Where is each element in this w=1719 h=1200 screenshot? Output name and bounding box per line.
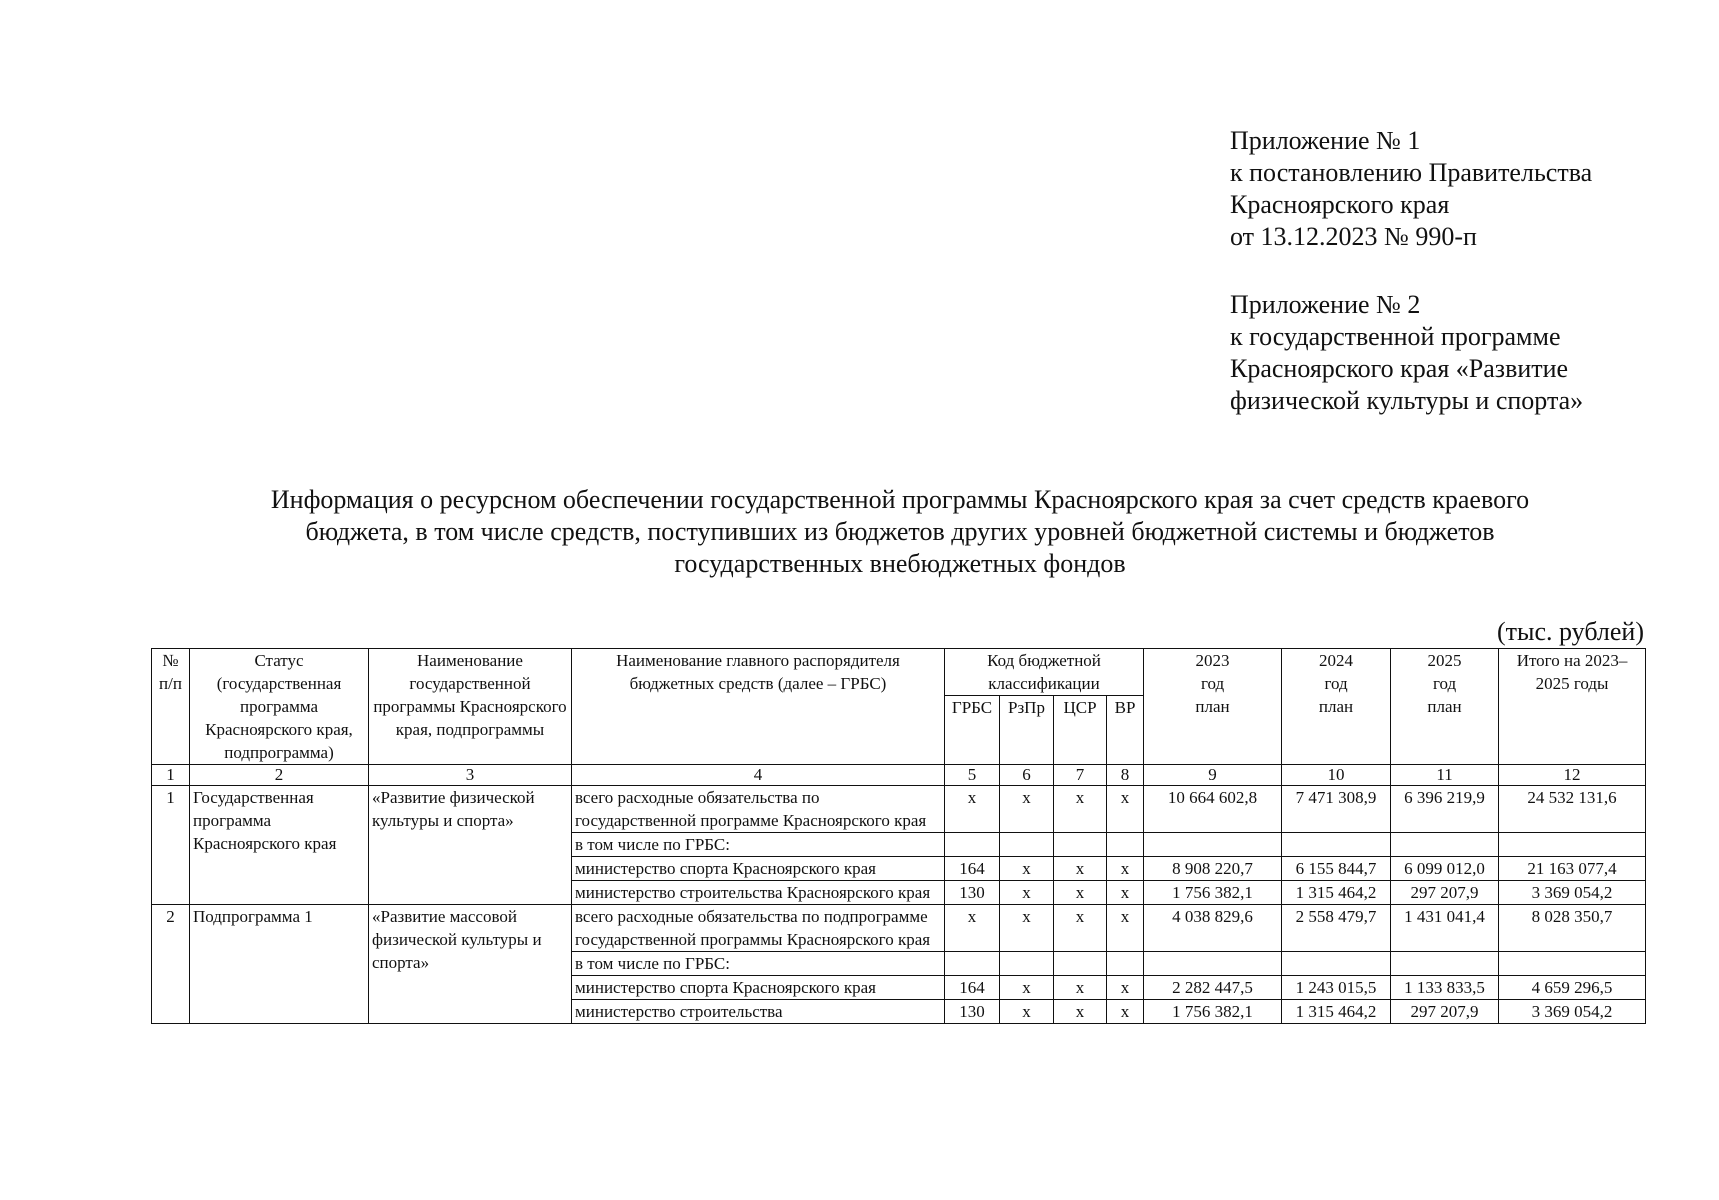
appendix-2-line: физической культуры и спорта» [1230,386,1584,415]
header-status: Статус (государственная программа Красноярского края, подпрограмма) [190,649,369,765]
row-csr [1054,952,1107,976]
row-grbs-name: в том числе по ГРБС: [572,833,945,857]
row-rzpr [1000,833,1054,857]
row-csr: х [1054,905,1107,952]
row-grbs-name: в том числе по ГРБС: [572,952,945,976]
table-row [152,905,1646,952]
title-line: Информация о ресурсном обеспечении государственной программы Красноярского края за счет средств краевого [270,485,1530,514]
row-vr: х [1107,905,1144,952]
header-2024-god: год [1324,674,1348,693]
column-number: 6 [1000,765,1054,786]
row-2024 [1282,833,1391,857]
row-grbs: 130 [945,881,1000,905]
row-2024: 7 471 308,9 [1282,786,1391,833]
column-number: 8 [1107,765,1144,786]
row-grbs: 164 [945,976,1000,1000]
row-num: 2 [152,905,190,1024]
row-total: 24 532 131,6 [1499,786,1646,833]
appendix-1-line: Приложение № 1 [1230,126,1421,155]
header-row [152,649,1646,696]
row-2024: 2 558 479,7 [1282,905,1391,952]
title-line: бюджета, в том числе средств, поступивших из бюджетов других уровней бюджетной системы и бюджетов [305,517,1495,546]
row-status: Подпрограмма 1 [190,905,369,1024]
row-vr: х [1107,857,1144,881]
row-2025: 1 133 833,5 [1391,976,1499,1000]
column-number: 2 [190,765,369,786]
header-2023-god: год [1200,674,1225,693]
row-program-name: «Развитие физической культуры и спорта» [369,786,572,905]
header-grbs-name: Наименование главного распорядителя бюджетных средств (далее – ГРБС) [572,649,945,765]
row-csr: х [1054,1000,1107,1024]
row-2024: 1 315 464,2 [1282,881,1391,905]
header-2024-year: 2024 [1319,651,1354,670]
row-grbs: х [945,905,1000,952]
row-grbs [945,833,1000,857]
row-vr: х [1107,881,1144,905]
row-program-name: «Развитие массовой физической культуры и спорта» [369,905,572,1024]
title-line: государственных внебюджетных фондов [674,549,1126,578]
header-2025-plan: план [1427,697,1462,716]
row-grbs-name: министерство строительства Красноярского края [572,881,945,905]
column-number: 5 [945,765,1000,786]
row-vr: х [1107,786,1144,833]
column-number: 1 [152,765,190,786]
row-rzpr [1000,952,1054,976]
row-csr: х [1054,881,1107,905]
row-2024 [1282,952,1391,976]
appendix-2-line: к государственной программе [1230,322,1561,351]
units-label: (тыс. рублей) [1496,617,1644,646]
header-2023 [1144,649,1282,765]
row-total: 8 028 350,7 [1499,905,1646,952]
document-title [150,484,1650,580]
row-rzpr: х [1000,857,1054,881]
header-total: Итого на 2023–2025 годы [1499,649,1646,765]
row-2023 [1144,833,1282,857]
row-2023: 8 908 220,7 [1144,857,1282,881]
row-grbs-name: министерство спорта Красноярского края [572,976,945,1000]
row-total [1499,833,1646,857]
row-2023: 10 664 602,8 [1144,786,1282,833]
row-2025: 297 207,9 [1391,881,1499,905]
row-grbs: 130 [945,1000,1000,1024]
row-grbs: 164 [945,857,1000,881]
row-grbs-name: всего расходные обязательства по подпрограмме государственной программы Красноярского края [572,905,945,952]
row-vr [1107,952,1144,976]
header-rzpr: РзПр [1000,696,1054,765]
row-2025: 1 431 041,4 [1391,905,1499,952]
row-vr: х [1107,1000,1144,1024]
appendix-2-line: Красноярского края «Развитие [1230,354,1569,383]
appendix-2-line: Приложение № 2 [1230,290,1421,319]
header-2023-year: 2023 [1195,651,1230,670]
row-rzpr: х [1000,786,1054,833]
header-2024-plan: план [1318,697,1354,716]
column-number: 3 [369,765,572,786]
row-grbs [945,952,1000,976]
row-vr: х [1107,976,1144,1000]
header-vr: ВР [1107,696,1144,765]
row-2025: 6 099 012,0 [1391,857,1499,881]
row-2025: 6 396 219,9 [1391,786,1499,833]
row-2024: 1 243 015,5 [1282,976,1391,1000]
row-rzpr: х [1000,881,1054,905]
row-csr: х [1054,857,1107,881]
column-number: 7 [1054,765,1107,786]
column-number-row [152,765,1646,786]
row-rzpr: х [1000,976,1054,1000]
header-csr: ЦСР [1054,696,1107,765]
appendix-1-line: от 13.12.2023 № 990-п [1230,222,1477,251]
row-2023: 1 756 382,1 [1144,881,1282,905]
row-2025: 297 207,9 [1391,1000,1499,1024]
row-rzpr: х [1000,1000,1054,1024]
row-rzpr: х [1000,905,1054,952]
row-csr: х [1054,786,1107,833]
row-grbs-name: министерство спорта Красноярского края [572,857,945,881]
column-number: 9 [1144,765,1282,786]
appendix-1-block [1230,125,1592,253]
row-vr [1107,833,1144,857]
row-grbs-name: всего расходные обязательства по государственной программе Красноярского края [572,786,945,833]
row-2025 [1391,833,1499,857]
row-total: 3 369 054,2 [1499,1000,1646,1024]
appendix-1-line: к постановлению Правительства [1230,158,1593,187]
row-2023: 1 756 382,1 [1144,1000,1282,1024]
row-2023: 4 038 829,6 [1144,905,1282,952]
row-csr: х [1054,976,1107,1000]
row-total: 4 659 296,5 [1499,976,1646,1000]
header-2025-year: 2025 [1427,651,1462,670]
row-total: 21 163 077,4 [1499,857,1646,881]
header-2024 [1282,649,1391,765]
header-num: № п/п [152,649,190,765]
header-grbs: ГРБС [945,696,1000,765]
row-grbs: х [945,786,1000,833]
appendix-2-block [1230,289,1583,417]
header-code-group: Код бюджетной классификации [945,649,1144,696]
row-total: 3 369 054,2 [1499,881,1646,905]
header-2025-god: год [1432,674,1457,693]
row-status: Государственная программа Красноярского края [190,786,369,905]
row-2025 [1391,952,1499,976]
row-csr [1054,833,1107,857]
column-number: 11 [1391,765,1499,786]
header-2023-plan: план [1195,697,1230,716]
header-name: Наименование государственной программы Красноярского края, подпрограммы [369,649,572,765]
row-2024: 1 315 464,2 [1282,1000,1391,1024]
appendix-1-line: Красноярского края [1230,190,1450,219]
row-total [1499,952,1646,976]
table-row [152,786,1646,833]
row-num: 1 [152,786,190,905]
header-2025 [1391,649,1499,765]
column-number: 12 [1499,765,1646,786]
column-number: 10 [1282,765,1391,786]
column-number: 4 [572,765,945,786]
row-2023 [1144,952,1282,976]
row-2023: 2 282 447,5 [1144,976,1282,1000]
row-2024: 6 155 844,7 [1282,857,1391,881]
budget-table [151,648,1646,1024]
row-grbs-name: министерство строительства [572,1000,945,1024]
